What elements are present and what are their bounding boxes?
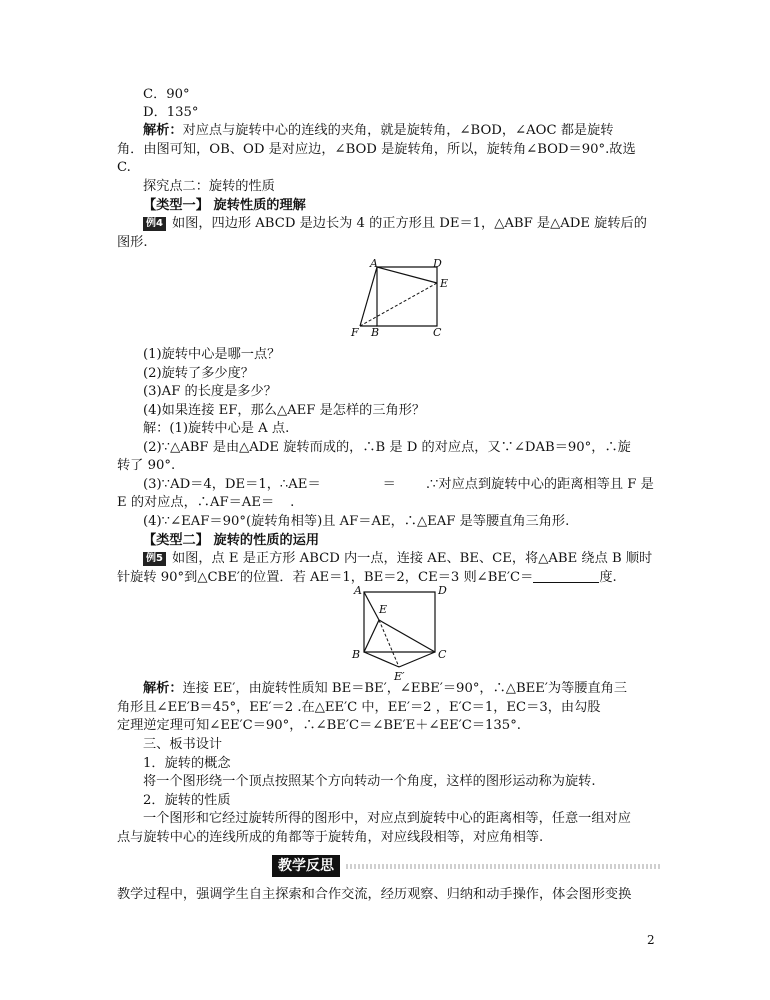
- reflection-body: 教学过程中，强调学生自主探索和合作交流，经历观察、归纳和动手操作，体会图形变换: [117, 887, 632, 902]
- analysis2-text: 连接 EE′，由旋转性质知 BE＝BE′，∠EBE′＝90°，∴△BEE′为等腰直角三: [182, 681, 628, 696]
- solution-3-equals: ＝: [382, 477, 396, 492]
- label-e-prime: E′: [394, 670, 405, 683]
- solution-3-line1: [143, 476, 654, 494]
- analysis-label: 解析：: [143, 123, 183, 138]
- example5-text2: 针旋转 90°到△CBE′的位置．若 AE＝1，BE＝2，CE＝3 则∠BE′C＝: [117, 570, 534, 585]
- square-abcd: [377, 267, 437, 326]
- square-figure-2: [345, 583, 455, 683]
- type1-heading: 【类型一】 旋转性质的理解: [143, 198, 306, 213]
- example4-text: 如图，四边形 ABCD 是边长为 4 的正方形且 DE＝1，△ABF 是△ADE 旋转后的: [171, 216, 647, 231]
- label-e: E: [379, 603, 388, 616]
- question-1: (1)旋转中心是哪一点？: [143, 347, 281, 362]
- reflection-banner: [262, 855, 662, 877]
- board-item2-body-line1: 一个图形和它经过旋转所得的图形中，对应点到旋转中心的距离相等，任意一组对应: [143, 811, 631, 826]
- board-heading: 三、板书设计: [143, 737, 223, 752]
- solution-3-period: .: [290, 495, 295, 510]
- label-a: A: [370, 258, 378, 270]
- solution-4: (4)∵∠EAF＝90°(旋转角相等)且 AF＝AE，∴△EAF 是等腰直角三角形.: [143, 514, 570, 529]
- page-number: 2: [647, 933, 655, 947]
- square-abcd-2: [364, 592, 435, 652]
- example5-unit: 度.: [599, 570, 617, 585]
- option-c: C．90°: [143, 87, 190, 102]
- banner-decoration: [346, 864, 662, 869]
- label-e: E: [440, 277, 449, 290]
- solution-3-part2: .∵对应点到旋转中心的距离相等且 F 是: [425, 477, 654, 492]
- solution-2-line2: 转了 90°.: [117, 458, 176, 473]
- example5-text: 如图，点 E 是正方形 ABCD 内一点，连接 AE、BE、CE，将△ABE 绕点 B 顺时: [171, 551, 653, 566]
- analysis2-label: 解析：: [143, 681, 183, 696]
- solution-3-line2: [117, 494, 294, 512]
- analysis1-line2: 角．由图可知，OB、OD 是对应边，∠BOD 是旋转角，所以，旋转角∠BOD＝90°.故选: [117, 142, 636, 157]
- analysis1-line3: C.: [117, 160, 131, 175]
- board-item1-title: 1．旋转的概念: [143, 756, 231, 771]
- example4-line1: [143, 215, 647, 233]
- analysis1-text: 对应点与旋转中心的连线的夹角，就是旋转角，∠BOD，∠AOC 都是旋转: [182, 123, 614, 138]
- square-figure-1: [345, 258, 455, 340]
- board-item2-title: 2．旋转的性质: [143, 793, 231, 808]
- label-b: B: [352, 648, 361, 661]
- segment-ae: [364, 592, 379, 620]
- segment-af: [360, 267, 377, 326]
- example5-line1: [143, 550, 652, 568]
- label-f: F: [351, 326, 359, 339]
- label-c: C: [433, 326, 442, 339]
- analysis2-line2: 角形且∠EE′B＝45°，EE′＝2 .在△EE′C 中，EE′＝2 ，E′C＝1，EC＝3，由勾股: [117, 700, 601, 715]
- question-4: (4)如果连接 EF，那么△AEF 是怎样的三角形？: [143, 403, 426, 418]
- solution-3-part3: E 的对应点，∴AF＝AE＝: [117, 495, 275, 510]
- question-2: (2)旋转了多少度？: [143, 366, 254, 381]
- label-b: B: [371, 326, 380, 339]
- reflection-title: 教学反思: [272, 855, 340, 877]
- analysis1-line1: [143, 122, 613, 140]
- type2-heading: 【类型二】 旋转的性质的运用: [143, 533, 320, 548]
- segment-be: [364, 620, 379, 652]
- label-a: A: [354, 584, 362, 597]
- example4-tag: 例4: [143, 217, 166, 231]
- analysis2-line3: 定理逆定理可知∠EE′C＝90°，∴∠BE′C＝∠BE′E＋∠EE′C＝135°.: [117, 718, 521, 733]
- label-d: D: [438, 584, 447, 597]
- section-point2: 探究点二：旋转的性质: [143, 179, 275, 194]
- segment-ce: [379, 620, 435, 652]
- example5-tag: 例5: [143, 552, 166, 566]
- solution-1: 解：(1)旋转中心是 A 点.: [143, 421, 290, 436]
- segment-ce2: [399, 652, 435, 667]
- solution-2-line1: (2)∵△ABF 是由△ADE 旋转而成的，∴B 是 D 的对应点，又∵∠DAB＝90°，∴旋: [143, 440, 631, 455]
- board-item1-body: 将一个图形绕一个顶点按照某个方向转动一个角度，这样的图形运动称为旋转.: [143, 774, 596, 789]
- segment-ae: [377, 267, 437, 283]
- label-c: C: [438, 648, 447, 661]
- solution-3-part1: (3)∵AD＝4，DE＝1，∴AE＝: [143, 477, 321, 492]
- label-d: D: [433, 258, 442, 270]
- answer-blank: [533, 570, 599, 583]
- option-d: D．135°: [143, 105, 199, 120]
- analysis2-line1: [143, 680, 627, 698]
- board-item2-body-line2: 点与旋转中心的连线所成的角都等于旋转角，对应线段相等，对应角相等.: [117, 830, 544, 845]
- example4-line2: 图形.: [117, 235, 148, 250]
- segment-fe-dashed: [360, 283, 437, 326]
- question-3: (3)AF 的长度是多少？: [143, 384, 277, 399]
